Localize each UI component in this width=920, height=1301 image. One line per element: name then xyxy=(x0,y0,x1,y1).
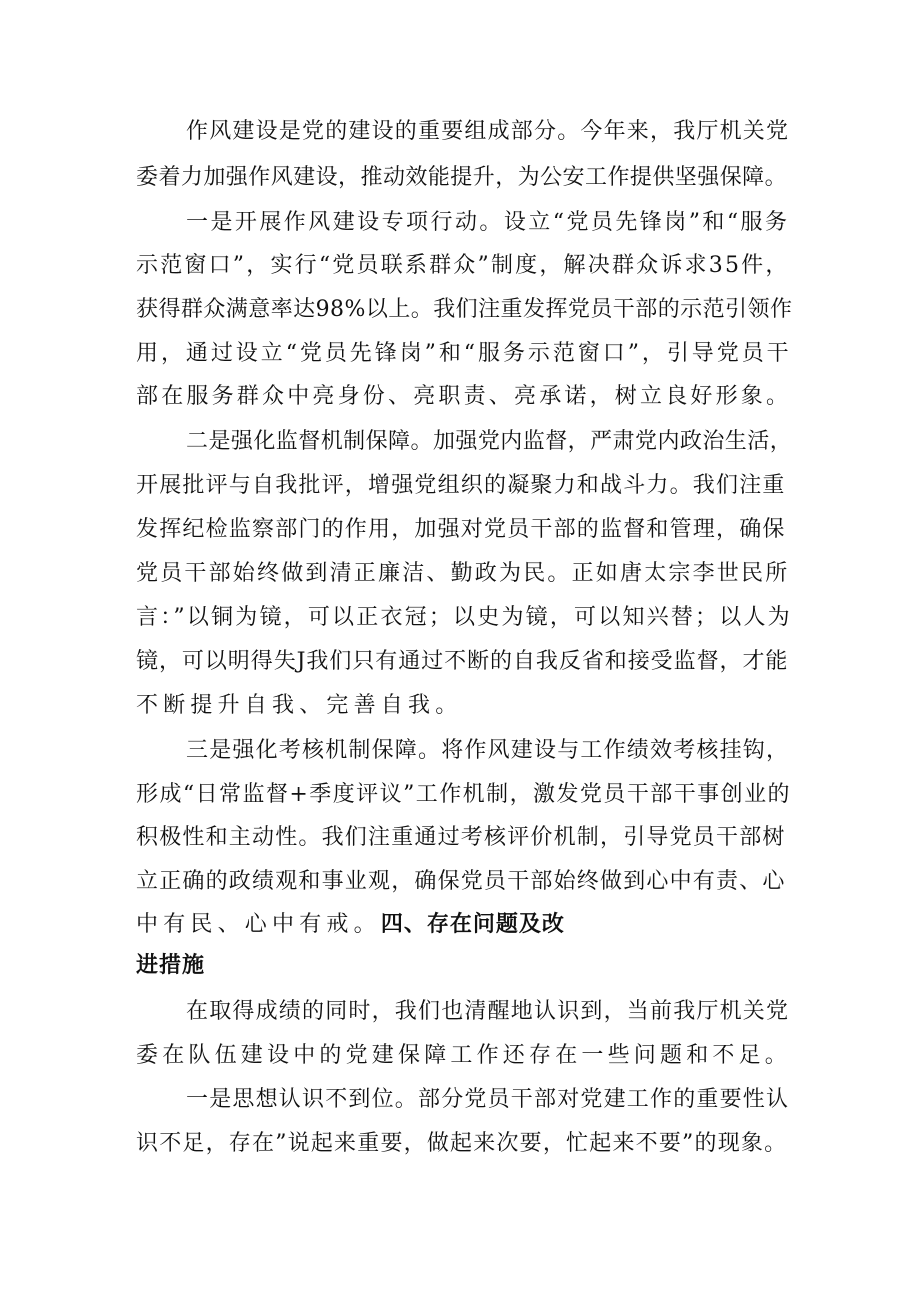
section-heading-continued: 进措施 xyxy=(136,953,206,978)
paragraph-3-line-7: 不断提升自我、完善自我。 xyxy=(136,693,463,718)
paragraph-2-line-4: 用，通过设立“党员先锋岗”和“服务示范窗口”，引导党员干 xyxy=(136,341,792,366)
paragraph-2-line-1: 一是开展作风建设专项行动。设立“党员先锋岗”和“服务 xyxy=(186,210,790,235)
paragraph-2-line-2: 示范窗口”，实行“党员联系群众”制度，解决群众诉求35件， xyxy=(136,253,790,278)
paragraph-5-line-1: 在取得成绩的同时，我们也清醒地认识到，当前我厅机关党 xyxy=(186,999,790,1024)
paragraph-3-line-6: 镜，可以明得失J我们只有通过不断的自我反省和接受监督，才能 xyxy=(136,649,789,674)
paragraph-3-line-2: 开展批评与自我批评，增强党组织的凝聚力和战斗力。我们注重 xyxy=(136,473,786,498)
section-heading-inline: 四、存在问题及改 xyxy=(380,912,565,937)
paragraph-6-line-1: 一是思想认识不到位。部分党员干部对党建工作的重要性认 xyxy=(186,1087,790,1112)
paragraph-4-line-4: 立正确的政绩观和事业观，确保党员干部始终做到心中有责、心 xyxy=(136,869,786,894)
paragraph-1-line-1: 作风建设是党的建设的重要组成部分。今年来，我厅机关党 xyxy=(186,119,790,144)
paragraph-6-line-2: 识不足，存在”说起来重要，做起来次要，忙起来不要”的现象。 xyxy=(136,1131,788,1156)
paragraph-3-line-4: 党员干部始终做到清正廉洁、勤政为民。正如唐太宗李世民所 xyxy=(136,561,790,586)
paragraph-2-line-3: 获得群众满意率达98%以上。我们注重发挥党员干部的示范引领作 xyxy=(136,297,793,322)
paragraph-2-line-5: 部在服务群众中亮身份、亮职责、亮承诺，树立良好形象。 xyxy=(136,384,792,409)
paragraph-5-line-2: 委在队伍建设中的党建保障工作还存在一些问题和不足。 xyxy=(136,1043,792,1068)
paragraph-4-line-5-text: 中有民、心中有戒。 xyxy=(136,912,381,937)
paragraph-1-line-2: 委着力加强作风建设，推动效能提升，为公安工作提供坚强保障。 xyxy=(136,165,788,190)
paragraph-4-line-3: 积极性和主动性。我们注重通过考核评价机制，引导党员干部树 xyxy=(136,825,786,850)
paragraph-3-line-1: 二是强化监督机制保障。加强党内监督，严肃党内政治生活， xyxy=(186,429,793,454)
paragraph-4-line-2: 形成“日常监督+季度评议”工作机制，激发党员干部干事创业的 xyxy=(136,782,791,807)
paragraph-3-line-5: 言：”以铜为镜，可以正衣冠；以史为镜，可以知兴替；以人为 xyxy=(136,605,792,630)
paragraph-4-line-5 xyxy=(136,911,565,939)
paragraph-4-line-1: 三是强化考核机制保障。将作风建设与工作绩效考核挂钩， xyxy=(186,738,790,763)
paragraph-3-line-3: 发挥纪检监察部门的作用，加强对党员干部的监督和管理，确保 xyxy=(136,517,786,542)
